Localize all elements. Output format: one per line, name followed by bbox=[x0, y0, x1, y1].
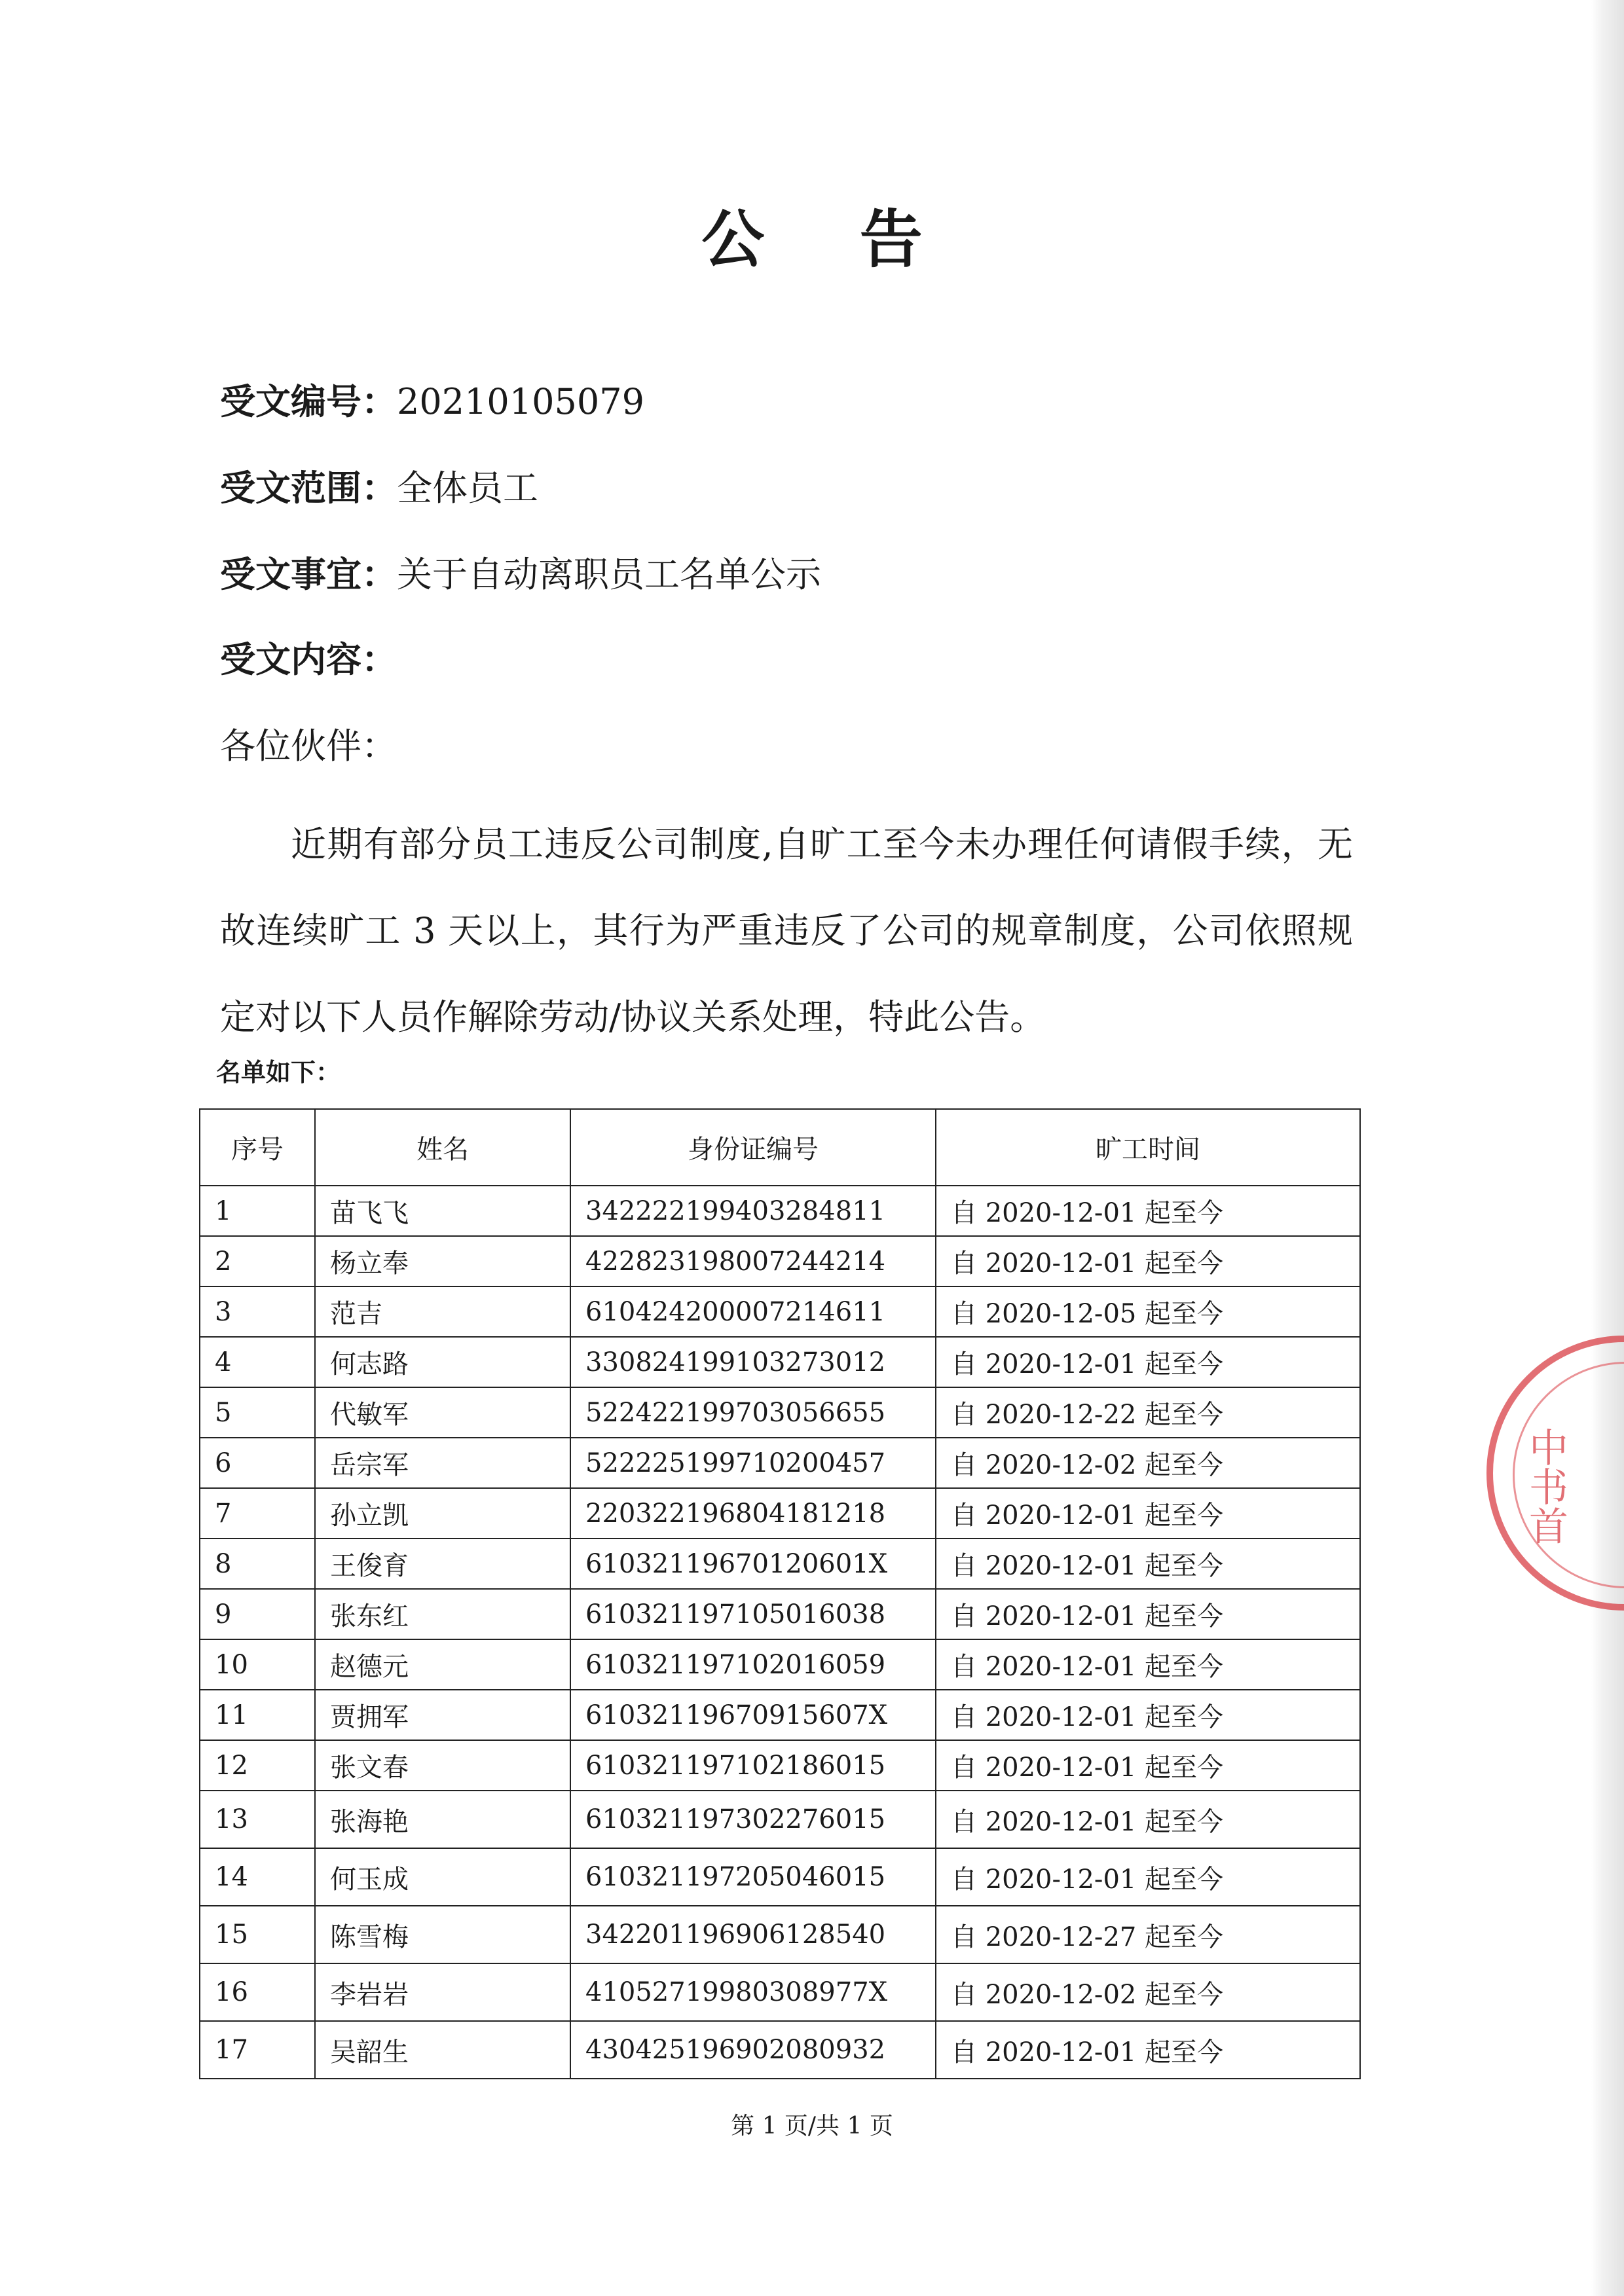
seq-cell: 16 bbox=[200, 1963, 315, 2021]
id-cell: 41052719980308977X bbox=[570, 1963, 936, 2021]
id-cell: 610321197105016038 bbox=[570, 1589, 936, 1639]
name-cell: 杨立奉 bbox=[315, 1236, 570, 1286]
company-seal bbox=[1486, 1336, 1624, 1611]
body-paragraph: 近期有部分员工违反公司制度,自旷工至今未办理任何请假手续，无故连续旷工 3 天以上，其行为严重违反了公司的规章制度，公司依照规定对以下人员作解除劳动/协议关系处理，特此公告。 bbox=[220, 824, 1353, 1038]
table-row bbox=[200, 1740, 1360, 1791]
absence-cell: 自 2020-12-01 起至今 bbox=[936, 2021, 1360, 2079]
id-cell: 610321197102186015 bbox=[570, 1740, 936, 1791]
table-row bbox=[200, 2021, 1360, 2079]
id-cell: 422823198007244214 bbox=[570, 1236, 936, 1286]
seq-cell: 17 bbox=[200, 2021, 315, 2079]
page-title: 公 告 bbox=[701, 203, 959, 276]
absence-cell: 自 2020-12-01 起至今 bbox=[936, 1539, 1360, 1589]
seq-cell: 2 bbox=[200, 1236, 315, 1286]
table-row bbox=[200, 1488, 1360, 1539]
name-cell: 贾拥军 bbox=[315, 1690, 570, 1740]
name-cell: 孙立凯 bbox=[315, 1488, 570, 1539]
content-label: 受文内容： bbox=[220, 639, 397, 680]
table-row bbox=[200, 1186, 1360, 1236]
table-header-row bbox=[200, 1109, 1360, 1186]
list-label: 名单如下： bbox=[216, 1058, 341, 1087]
absence-cell: 自 2020-12-01 起至今 bbox=[936, 1236, 1360, 1286]
id-cell: 522225199710200457 bbox=[570, 1438, 936, 1488]
id-cell: 342201196906128540 bbox=[570, 1906, 936, 1963]
id-cell: 61032119670915607X bbox=[570, 1690, 936, 1740]
page-edge-shadow bbox=[1591, 0, 1624, 2296]
table-row bbox=[200, 1387, 1360, 1438]
doc-number-label: 受文编号： bbox=[220, 381, 397, 422]
absence-cell: 自 2020-12-01 起至今 bbox=[936, 1690, 1360, 1740]
absence-cell: 自 2020-12-01 起至今 bbox=[936, 1589, 1360, 1639]
doc-number-value: 20210105079 bbox=[397, 381, 644, 422]
absence-cell: 自 2020-12-05 起至今 bbox=[936, 1286, 1360, 1337]
absence-cell: 自 2020-12-22 起至今 bbox=[936, 1387, 1360, 1438]
table-row bbox=[200, 1639, 1360, 1690]
table-row bbox=[200, 1539, 1360, 1589]
seq-cell: 9 bbox=[200, 1589, 315, 1639]
matter-value: 关于自动离职员工名单公示 bbox=[397, 554, 821, 595]
page-footer: 第 1 页/共 1 页 bbox=[731, 2113, 893, 2140]
seal-text: 中书首 bbox=[1522, 1427, 1568, 1545]
absence-cell: 自 2020-12-02 起至今 bbox=[936, 1438, 1360, 1488]
scope-label: 受文范围： bbox=[220, 467, 397, 509]
absence-cell: 自 2020-12-01 起至今 bbox=[936, 1740, 1360, 1791]
seq-cell: 3 bbox=[200, 1286, 315, 1337]
table-body bbox=[200, 1186, 1360, 2079]
seq-cell: 7 bbox=[200, 1488, 315, 1539]
name-cell: 岳宗军 bbox=[315, 1438, 570, 1488]
absence-cell: 自 2020-12-01 起至今 bbox=[936, 1791, 1360, 1848]
matter-label: 受文事宜： bbox=[220, 554, 397, 595]
table-row bbox=[200, 1589, 1360, 1639]
seq-cell: 14 bbox=[200, 1848, 315, 1906]
id-cell: 610321197205046015 bbox=[570, 1848, 936, 1906]
seq-cell: 15 bbox=[200, 1906, 315, 1963]
table-row bbox=[200, 1690, 1360, 1740]
scope-value: 全体员工 bbox=[397, 467, 538, 509]
seq-cell: 1 bbox=[200, 1186, 315, 1236]
scope-field bbox=[220, 462, 538, 515]
table-row bbox=[200, 1236, 1360, 1286]
table-row bbox=[200, 1848, 1360, 1906]
id-cell: 522422199703056655 bbox=[570, 1387, 936, 1438]
matter-field bbox=[220, 549, 821, 601]
content-field bbox=[220, 634, 397, 686]
name-cell: 范吉 bbox=[315, 1286, 570, 1337]
name-cell: 张文春 bbox=[315, 1740, 570, 1791]
table-row bbox=[200, 1963, 1360, 2021]
id-cell: 342222199403284811 bbox=[570, 1186, 936, 1236]
name-cell: 张东红 bbox=[315, 1589, 570, 1639]
header-absence: 旷工时间 bbox=[936, 1109, 1360, 1186]
name-cell: 陈雪梅 bbox=[315, 1906, 570, 1963]
doc-number-field bbox=[220, 376, 644, 428]
header-id: 身份证编号 bbox=[570, 1109, 936, 1186]
name-cell: 何志路 bbox=[315, 1337, 570, 1387]
name-cell: 代敏军 bbox=[315, 1387, 570, 1438]
name-cell: 王俊育 bbox=[315, 1539, 570, 1589]
greeting: 各位伙伴： bbox=[220, 725, 397, 767]
seq-cell: 6 bbox=[200, 1438, 315, 1488]
id-cell: 430425196902080932 bbox=[570, 2021, 936, 2079]
seq-cell: 4 bbox=[200, 1337, 315, 1387]
absence-cell: 自 2020-12-01 起至今 bbox=[936, 1848, 1360, 1906]
name-cell: 苗飞飞 bbox=[315, 1186, 570, 1236]
header-seq: 序号 bbox=[200, 1109, 315, 1186]
seq-cell: 12 bbox=[200, 1740, 315, 1791]
absence-cell: 自 2020-12-01 起至今 bbox=[936, 1337, 1360, 1387]
name-cell: 何玉成 bbox=[315, 1848, 570, 1906]
absence-cell: 自 2020-12-01 起至今 bbox=[936, 1488, 1360, 1539]
id-cell: 330824199103273012 bbox=[570, 1337, 936, 1387]
id-cell: 610321197302276015 bbox=[570, 1791, 936, 1848]
table-row bbox=[200, 1286, 1360, 1337]
table-row bbox=[200, 1438, 1360, 1488]
id-cell: 220322196804181218 bbox=[570, 1488, 936, 1539]
roster-table bbox=[199, 1108, 1361, 2079]
absence-cell: 自 2020-12-01 起至今 bbox=[936, 1186, 1360, 1236]
seq-cell: 13 bbox=[200, 1791, 315, 1848]
name-cell: 李岩岩 bbox=[315, 1963, 570, 2021]
seq-cell: 8 bbox=[200, 1539, 315, 1589]
id-cell: 610321197102016059 bbox=[570, 1639, 936, 1690]
table-row bbox=[200, 1906, 1360, 1963]
table-row bbox=[200, 1791, 1360, 1848]
id-cell: 61032119670120601X bbox=[570, 1539, 936, 1589]
table-row bbox=[200, 1337, 1360, 1387]
name-cell: 吴韶生 bbox=[315, 2021, 570, 2079]
seq-cell: 10 bbox=[200, 1639, 315, 1690]
seq-cell: 5 bbox=[200, 1387, 315, 1438]
name-cell: 张海艳 bbox=[315, 1791, 570, 1848]
seq-cell: 11 bbox=[200, 1690, 315, 1740]
absence-cell: 自 2020-12-02 起至今 bbox=[936, 1963, 1360, 2021]
header-name: 姓名 bbox=[315, 1109, 570, 1186]
id-cell: 610424200007214611 bbox=[570, 1286, 936, 1337]
absence-cell: 自 2020-12-01 起至今 bbox=[936, 1639, 1360, 1690]
absence-cell: 自 2020-12-27 起至今 bbox=[936, 1906, 1360, 1963]
name-cell: 赵德元 bbox=[315, 1639, 570, 1690]
